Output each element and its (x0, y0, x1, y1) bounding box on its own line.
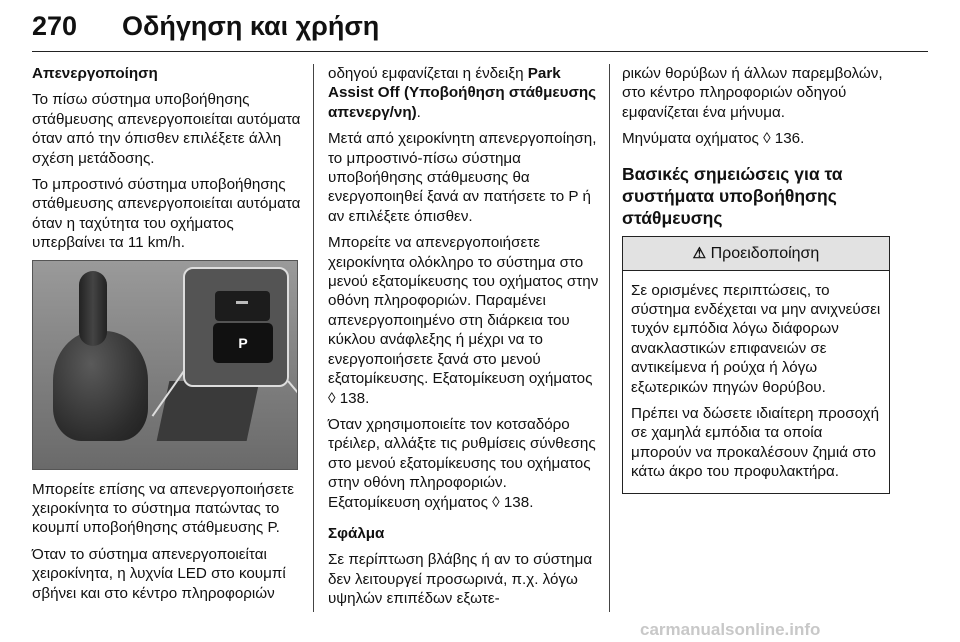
section-heading: Βασικές σημειώσεις για τα συστήματα υποβοήθησης στάθμευσης (622, 163, 843, 228)
column-1 (32, 64, 304, 610)
paragraph: Το μπροστινό σύστημα υποβοήθησης στάθμευσης απενεργοποιείται αυτόματα όταν η ταχύτητα του οχήματος υπερβαίνει τα 11 km/h. (32, 176, 301, 252)
paragraph: Όταν χρησιμοποιείτε τον κοτσαδόρο τρέιλερ, αλλάξτε τις ρυθμίσεις σύνθεσης στο μενού εξατομίκευσης του οχήματος στην οθόνη πληροφοριών. Εξατομίκευση οχήματος ◊ 138. (328, 415, 596, 511)
button-cap (215, 291, 270, 321)
paragraph: Όταν το σύστημα απενεργοποιείται χειροκίνητα, η λυχνία LED στο κουμπί σβήνει και στο κέντρο πληροφοριών (32, 545, 286, 602)
paragraph: Μπορείτε να απενεργοποιήσετε χειροκίνητα ολόκληρο το σύστημα στο μενού εξατομίκευσης του οχήματος στην οθόνη πληροφοριών. Παραμένει απενεργοποιημένο στη διάρκεια του κύκλου ανάφλεξης ή μέχρι να το ενεργοποιήσετε ξανά στο μενού εξατομίκευσης. Εξατομίκευση οχήματος ◊ 138. (328, 234, 599, 407)
paragraph: Μπορείτε επίσης να απενεργοποιήσετε χειροκίνητα το σύστημα πατώντας το κουμπί υποβοήθησης στάθμευσης P. (32, 480, 295, 537)
paragraph: Το πίσω σύστημα υποβοήθησης στάθμευσης απενεργοποιείται αυτόματα όταν από την όπισθεν επιλέξετε άλλη σχέση μετάδοσης. (32, 91, 301, 167)
warning-triangle-icon: ⚠ (692, 244, 707, 262)
paragraph: Μηνύματα οχήματος ◊ 136. (622, 130, 805, 148)
warning-header (623, 237, 889, 271)
text-run: . (416, 103, 421, 121)
page-title: Οδήγηση και χρήση (122, 11, 380, 41)
gear-shift-boot (53, 331, 148, 441)
paragraph: Σε ορισμένες περιπτώσεις, το σύστημα ενδέχεται να μην ανιχνεύσει τυχόν εμπόδια λόγω διάφορων ανακλαστικών επιφανειών σε αντικείμενα ή ρούχα ή λόγω εξωτερικών πηγών θορύβου. (631, 281, 881, 396)
column-divider (609, 64, 610, 612)
park-assist-button-icon: P (213, 323, 273, 363)
column-3 (622, 64, 890, 494)
paragraph: Μετά από χειροκίνητη απενεργοποίηση, το μπροστινό-πίσω σύστημα υποβοήθησης στάθμευσης θα ενεργοποιηθεί ξανά αν πατήσετε το P ή αν επιλέξετε όπισθεν. (328, 130, 597, 225)
warning-body (623, 271, 889, 493)
section-heading: Σφάλμα (328, 524, 385, 542)
led-indicator (236, 301, 248, 304)
page-number: 270 (32, 11, 78, 41)
page-header (32, 6, 928, 52)
paragraph: Σε περίπτωση βλάβης ή αν το σύστημα δεν λειτουργεί προσωρινά, π.χ. λόγω υψηλών επιπέδων εξωτε- (328, 551, 593, 608)
paragraph: ρικών θορύβων ή άλλων παρεμβολών, στο κέντρο πληροφοριών οδηγού εμφανίζεται ένα μήνυμα. (622, 65, 883, 121)
paragraph: Πρέπει να δώσετε ιδιαίτερη προσοχή σε χαμηλά εμπόδια τα οποία μπορούν να προκαλέσουν ζημιά στο κάτω άκρο του προφυλακτήρα. (631, 405, 880, 481)
callout-line (287, 380, 298, 416)
warning-title: Προειδοποίηση (710, 244, 820, 262)
section-heading: Απενεργοποίηση (32, 65, 158, 82)
paragraph (328, 64, 601, 122)
watermark: carmanualsonline.info (640, 620, 821, 639)
warning-box (622, 236, 890, 494)
text-run: οδηγού εμφανίζεται η ένδειξη (328, 65, 528, 82)
column-2 (328, 64, 601, 616)
park-assist-button-photo (32, 260, 298, 470)
gear-stick (79, 271, 107, 346)
display-message: Park Assist Off (Υποβοήθηση στάθμευσης απενεργ/νη) (328, 65, 597, 121)
column-divider (313, 64, 314, 612)
